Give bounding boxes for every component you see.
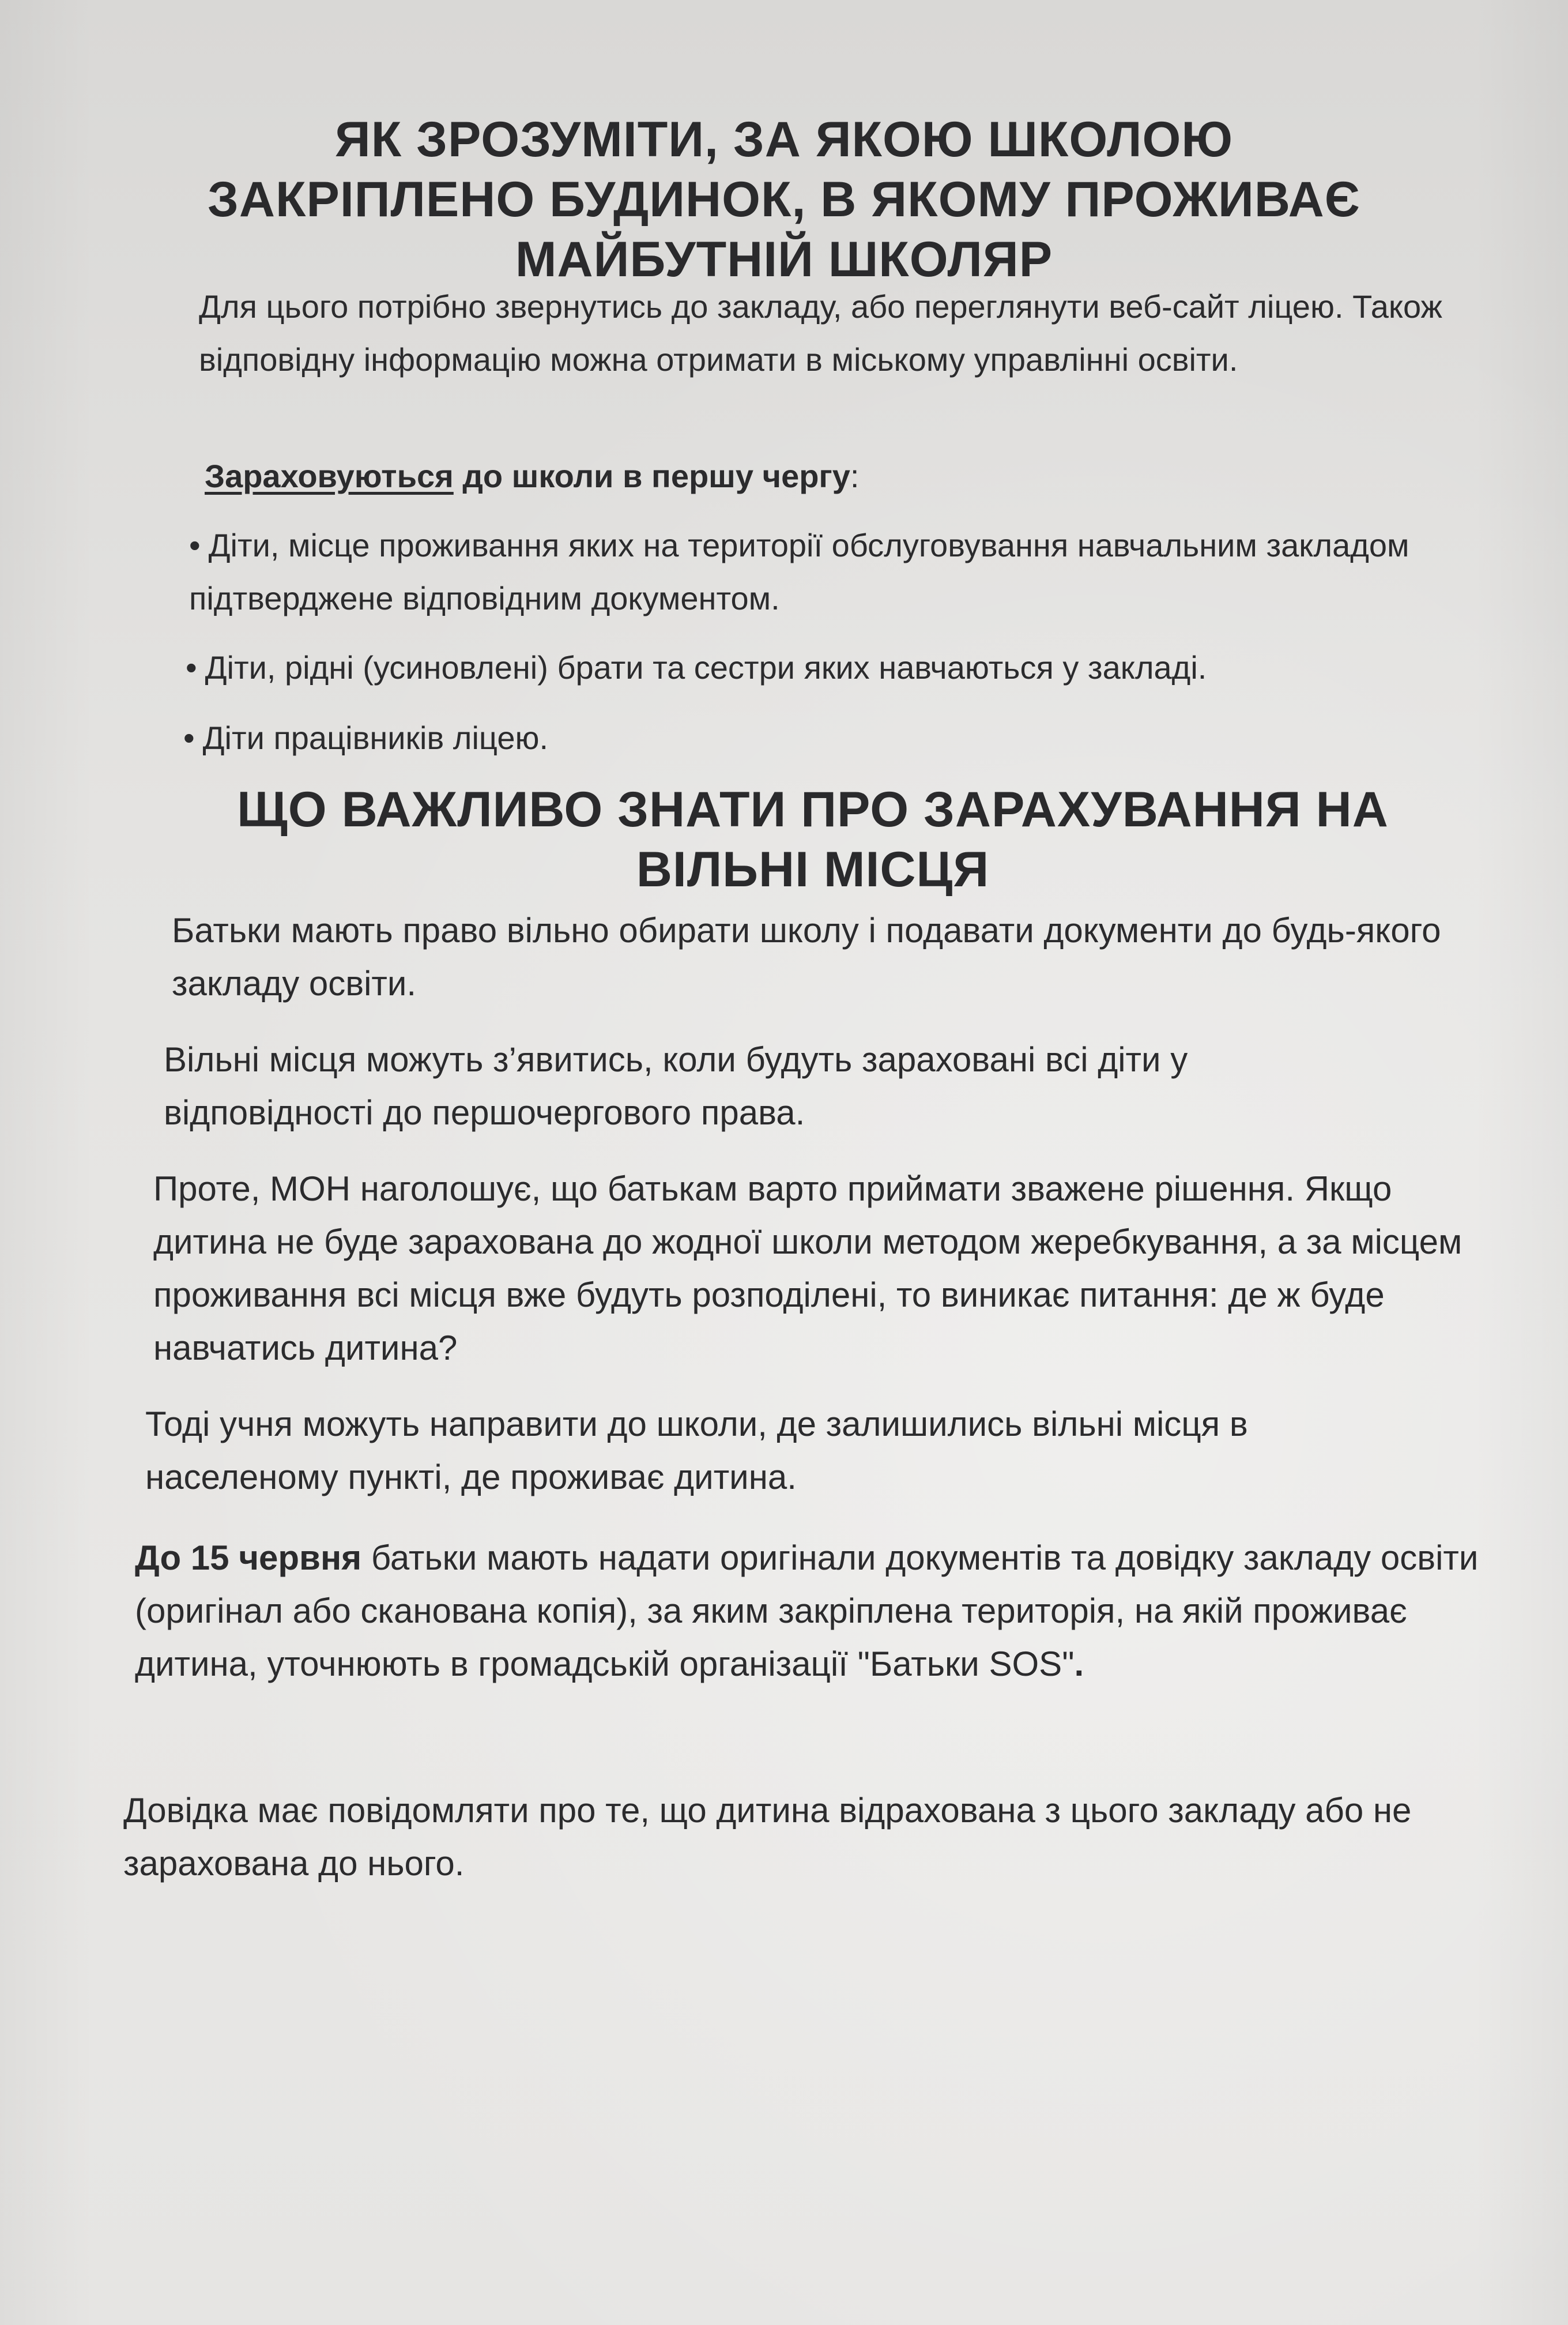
section2-paragraph-3: Проте, МОН наголошує, що батькам варто приймати зважене рішення. Якщо дитина не буде зарахована до жодної школи методом жеребкування, а за місцем проживання всі місця вже будуть розподілені, то виникає питання: де ж буде навчатись дитина? [153,1169,1463,1367]
bullet-item [183,712,1475,765]
bullet-symbol: • [189,527,201,563]
priority-rest: до школи в першу чергу [453,458,850,494]
bullet-text: Діти працівників ліцею. [202,720,549,756]
section2-paragraph-1: Батьки мають право вільно обирати школу і подавати документи до будь-якого закладу освіти. [172,911,1441,1003]
deadline-text: батьки мають надати оригінали документів та довідку закладу освіти (оригінал або сканована копія), за яким закріплена територія, на якій проживає дитина, уточнюють в громадській організації "Батьки SOS" [135,1538,1479,1683]
section2-paragraph-4: Тоді учня можуть направити до школи, де залишились вільні місця в населеному пункті, де проживає дитина. [145,1405,1248,1496]
bullet-item [189,519,1480,625]
section2-paragraph-6: Довідка має повідомляти про те, що дитина відрахована з цього закладу або не зарахована до нього. [123,1791,1412,1883]
deadline-date: До 15 червня [135,1538,362,1577]
section2-paragraph-2: Вільні місця можуть з’явитись, коли будуть зараховані всі діти у відповідності до першочергового права. [164,1040,1188,1132]
section1-intro: Для цього потрібно звернутись до закладу, або переглянути веб-сайт ліцею. Також відповідну інформацію можна отримати в міському управлінні освіти. [199,288,1443,378]
bullet-text: Діти, місце проживання яких на території обслуговування навчальним закладом підтверджене відповідним документом. [189,527,1409,616]
deadline-end: . [1074,1645,1084,1683]
section2-paragraph-5 [135,1532,1518,1691]
section2-title: ЩО ВАЖЛИВО ЗНАТИ ПРО ЗАРАХУВАННЯ НА ВІЛЬНІ МІСЦЯ [237,782,1389,897]
bullet-symbol: • [186,649,197,686]
priority-colon: : [850,458,860,494]
priority-word: Зараховуються [205,458,454,494]
section1-title: ЯК ЗРОЗУМІТИ, ЗА ЯКОЮ ШКОЛОЮ ЗАКРІПЛЕНО БУДИНОК, В ЯКОМУ ПРОЖИВАЄ МАЙБУТНІЙ ШКОЛЯР [208,112,1360,287]
priority-heading [205,450,1415,503]
bullet-symbol: • [183,720,195,756]
bullet-item [186,641,1477,694]
bullet-text: Діти, рідні (усиновлені) брати та сестри яких навчаються у закладі. [205,649,1207,686]
